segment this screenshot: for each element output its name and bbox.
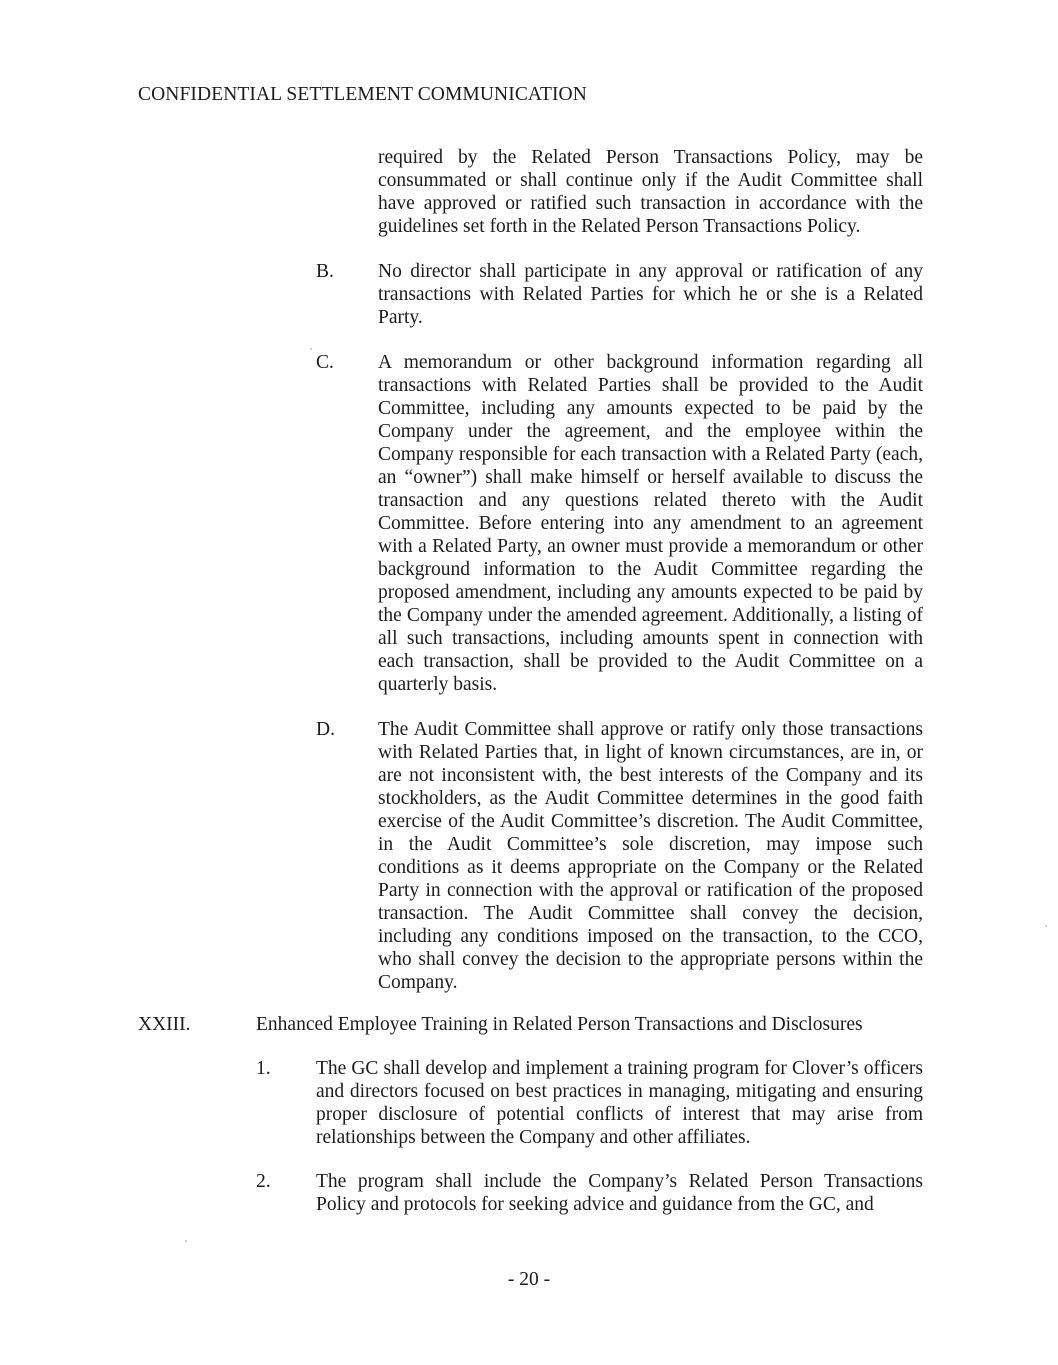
paragraph-b-text: No director shall participate in any approval or ratification of any transactions with Related Parties for which he or she is a Related Party. <box>378 261 923 328</box>
section-title: Enhanced Employee Training in Related Person Transactions and Disclosures <box>256 1014 863 1035</box>
paragraph-label-c: C. <box>316 352 334 373</box>
scan-speck <box>185 1240 187 1242</box>
item-label-1: 1. <box>256 1058 271 1079</box>
scan-speck <box>1045 925 1047 927</box>
paragraph-d <box>378 718 923 994</box>
paragraph-c-text: A memorandum or other background information regarding all transactions with Related Parties shall be provided to the Audit Committee, including any amounts expected to be paid by the Company under the agreement, and the employee within the Company responsible for each transaction with a Related Party (each, an “owner”) shall make himself or herself available to discuss the transaction and any questions related thereto with the Audit Committee. Before entering into any amendment to an agreement with a Related Party, an owner must provide a memorandum or other background information to the Audit Committee regarding the proposed amendment, including any amounts expected to be paid by the Company under the amended agreement. Additionally, a listing of all such transactions, including amounts spent in connection with each transaction, shall be provided to the Audit Committee on a quarterly basis. <box>378 352 923 695</box>
paragraph-d-text: The Audit Committee shall approve or ratify only those transactions with Related Parties that, in light of known circumstances, are in, or are not inconsistent with, the best interests of the Company and its stockholders, as the Audit Committee determines in the good faith exercise of the Audit Committee’s discretion. The Audit Committee, in the Audit Committee’s sole discretion, may impose such conditions as it deems appropriate on the Company or the Related Party in connection with the approval or ratification of the proposed transaction. The Audit Committee shall convey the decision, including any conditions imposed on the transaction, to the CCO, who shall convey the decision to the appropriate persons within the Company. <box>378 719 923 993</box>
item-2 <box>316 1170 923 1216</box>
item-1-text: The GC shall develop and implement a training program for Clover’s officers and directors focused on best practices in managing, mitigating and ensuring proper disclosure of potential conflicts of interest that may arise from relationships between the Company and other affiliates. <box>316 1058 923 1148</box>
paragraph-b <box>378 260 923 329</box>
scan-speck <box>310 348 312 350</box>
paragraph-label-b: B. <box>316 261 334 282</box>
section-number: XXIII. <box>138 1014 191 1035</box>
paragraph-c <box>378 351 923 696</box>
page-number: - 20 - <box>507 1269 551 1290</box>
confidential-header: CONFIDENTIAL SETTLEMENT COMMUNICATION <box>138 84 587 105</box>
item-label-2: 2. <box>256 1171 271 1192</box>
paragraph-label-d: D. <box>316 719 335 740</box>
intro-text: required by the Related Person Transactions Policy, may be consummated or shall continue only if the Audit Committee shall have approved or ratified such transaction in accordance with the guidelines set forth in the Related Person Transactions Policy. <box>378 147 923 237</box>
intro-paragraph <box>378 146 923 238</box>
item-2-text: The program shall include the Company’s Related Person Transactions Policy and protocols for seeking advice and guidance from the GC, and <box>316 1171 923 1215</box>
item-1 <box>316 1057 923 1149</box>
